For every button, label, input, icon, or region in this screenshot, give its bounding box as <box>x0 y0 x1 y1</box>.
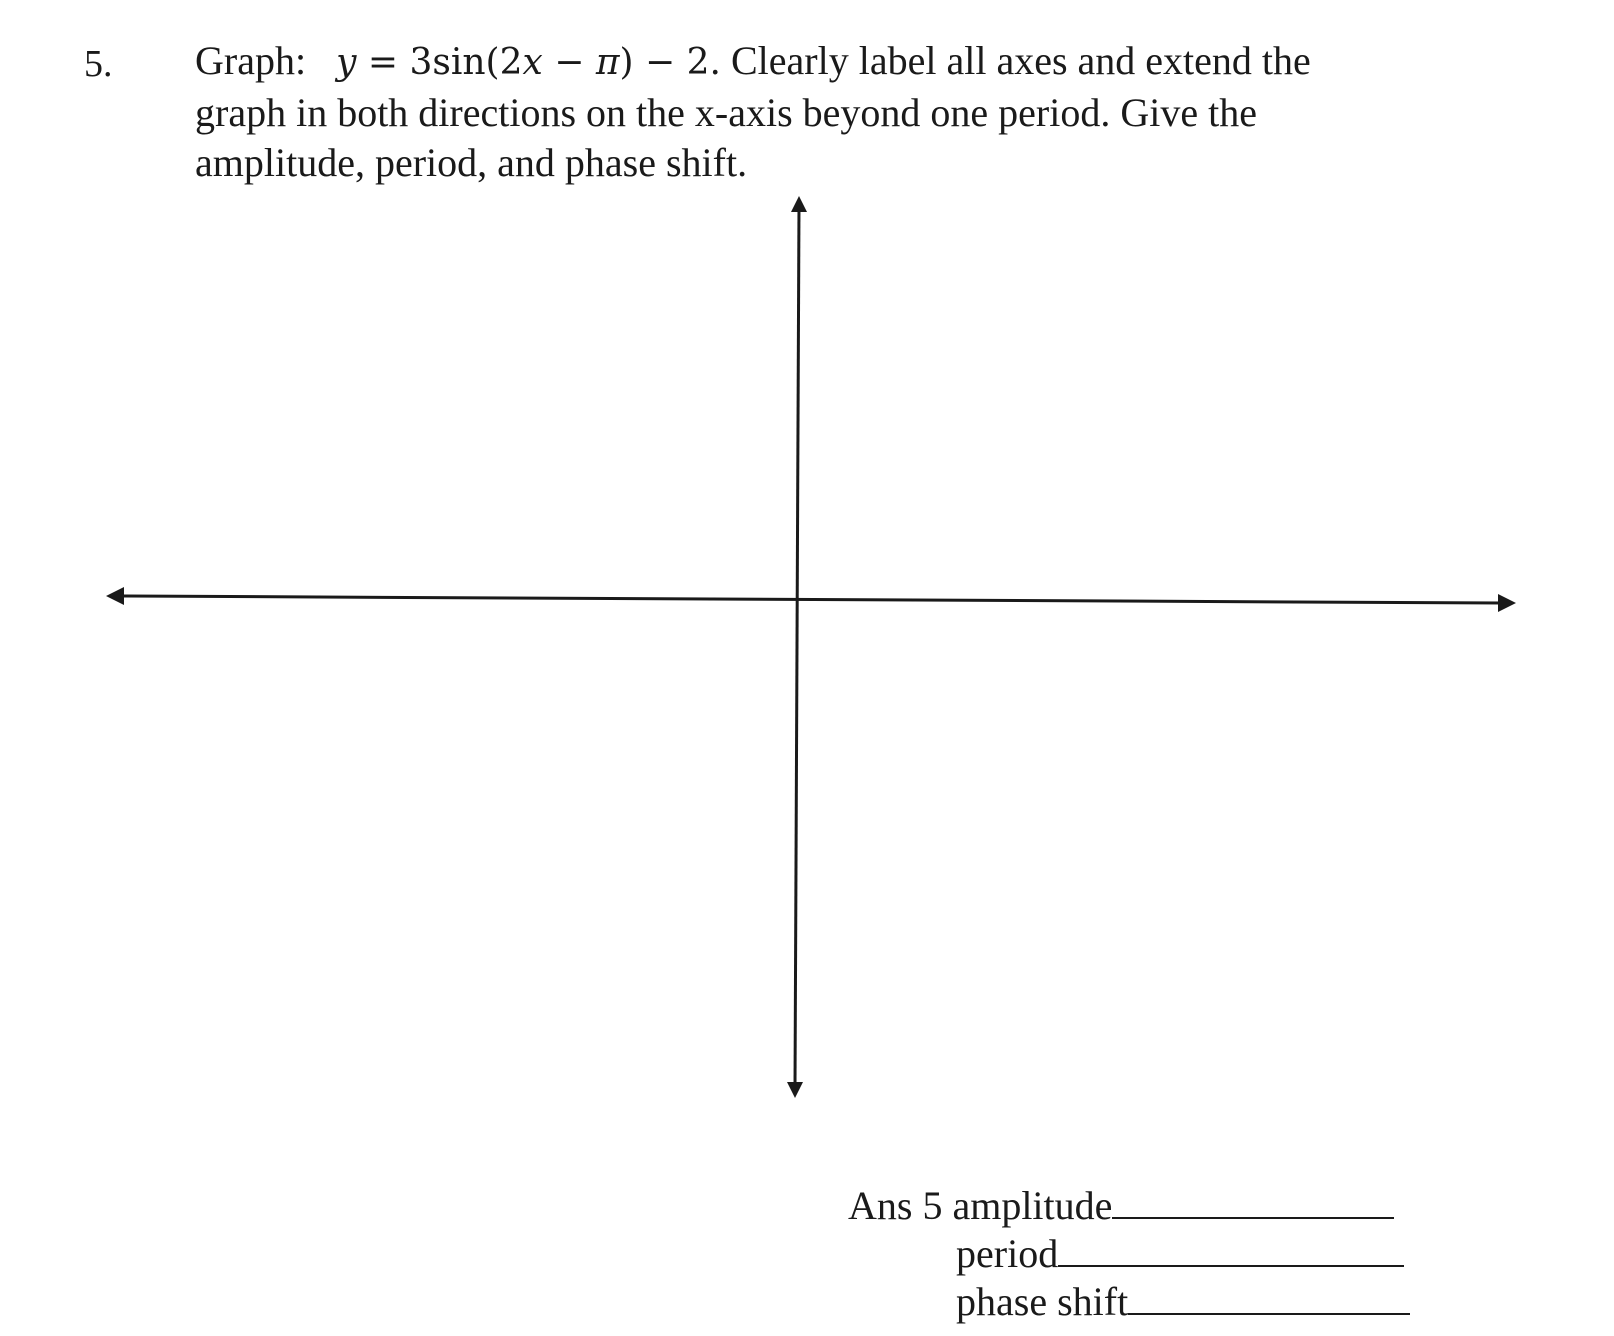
y-axis <box>795 205 799 1086</box>
x-axis <box>120 596 1502 603</box>
equation: y = 3sin(2x − π) − 2. <box>336 42 721 83</box>
question-number: 5. <box>84 43 113 85</box>
phase-shift-label: phase shift <box>956 1279 1129 1324</box>
amplitude-row <box>848 1182 1410 1230</box>
period-blank[interactable] <box>1058 1231 1404 1267</box>
question-line-2: graph in both directions on the x-axis beyond one period. Give the <box>195 90 1257 135</box>
answer-section <box>848 1182 1410 1326</box>
graph-prefix: Graph: <box>195 38 307 83</box>
phase-shift-blank[interactable] <box>1128 1279 1410 1315</box>
period-row <box>848 1230 1410 1278</box>
amplitude-blank[interactable] <box>1112 1183 1394 1219</box>
x-axis-left-arrow <box>106 587 124 605</box>
y-axis-top-arrow <box>791 196 807 212</box>
amplitude-label: Ans 5 amplitude <box>848 1183 1113 1228</box>
question-line-3: amplitude, period, and phase shift. <box>195 140 748 185</box>
period-label: period <box>956 1231 1059 1276</box>
phase-shift-row <box>848 1278 1410 1326</box>
x-axis-right-arrow <box>1498 594 1516 612</box>
instruction-text: Clearly label all axes and extend the <box>721 38 1311 83</box>
y-axis-bottom-arrow <box>787 1082 803 1098</box>
